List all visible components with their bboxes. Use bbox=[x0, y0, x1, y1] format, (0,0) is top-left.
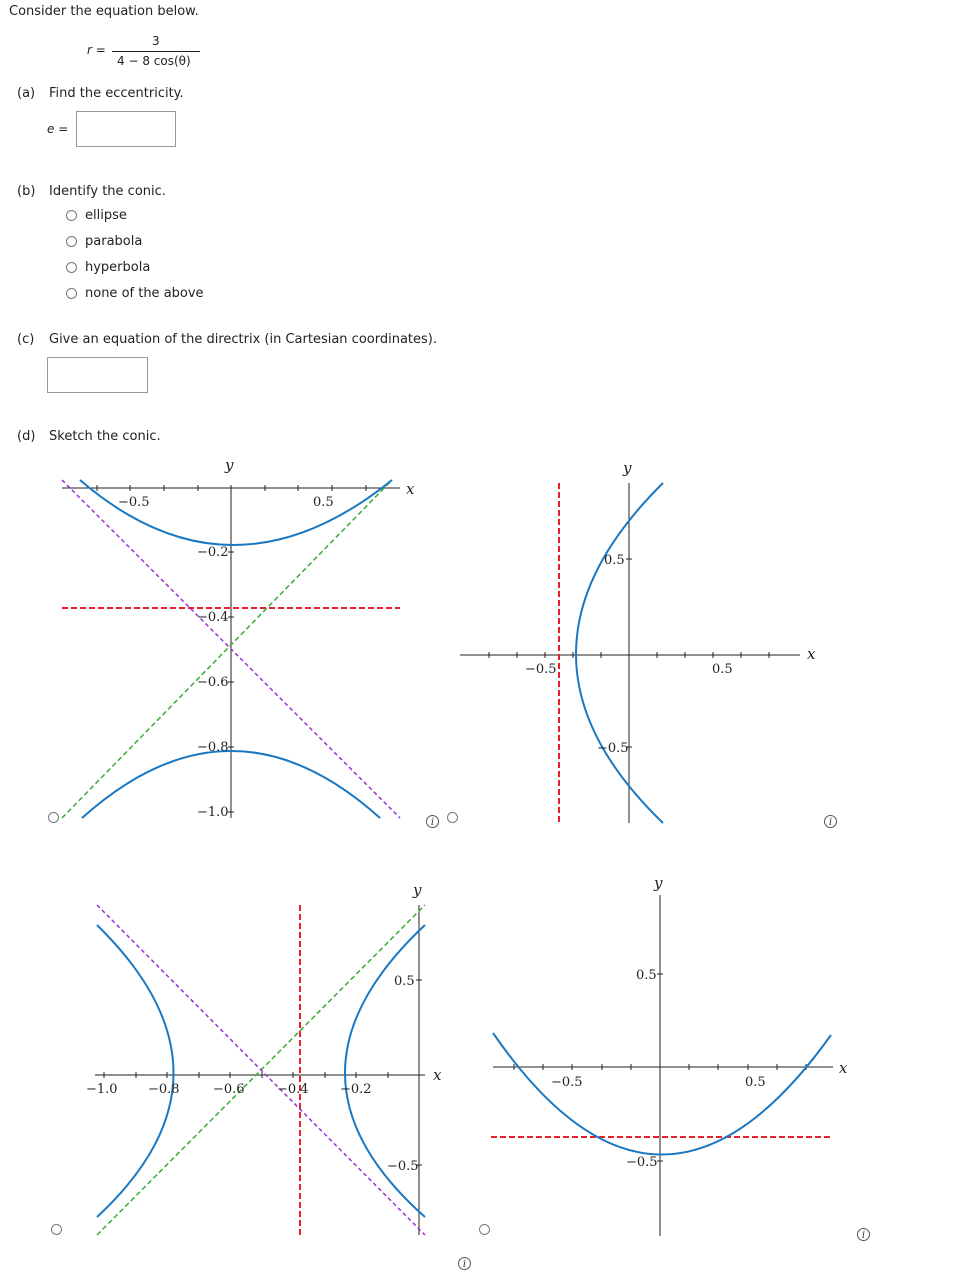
y-tick-label: −0.4 bbox=[197, 610, 229, 625]
y-axis-label: y bbox=[225, 456, 234, 474]
eccentricity-input[interactable] bbox=[76, 111, 176, 147]
y-tick-label: −0.6 bbox=[197, 675, 229, 690]
intro-text: Consider the equation below. bbox=[9, 4, 199, 19]
x-tick-label: 0.5 bbox=[712, 662, 733, 677]
y-tick-label: 0.5 bbox=[604, 553, 625, 568]
y-tick-label: −0.8 bbox=[197, 740, 229, 755]
part-d-prompt: Sketch the conic. bbox=[49, 429, 161, 444]
x-axis-label: x bbox=[807, 645, 816, 663]
x-axis-label: x bbox=[406, 480, 415, 498]
radio-parabola[interactable] bbox=[66, 236, 77, 247]
y-tick-label: −0.5 bbox=[626, 1155, 658, 1170]
x-axis-label: x bbox=[839, 1059, 848, 1077]
part-c-prompt: Give an equation of the directrix (in Cartesian coordinates). bbox=[49, 332, 437, 347]
radio-none-of-the-above[interactable] bbox=[66, 288, 77, 299]
part-a-prompt: Find the eccentricity. bbox=[49, 86, 184, 101]
x-tick-label: −0.4 bbox=[277, 1082, 309, 1097]
equation-denominator: 4 − 8 cos(θ) bbox=[117, 54, 191, 68]
x-tick-label: −0.5 bbox=[551, 1075, 583, 1090]
graph-3-radio[interactable] bbox=[51, 1224, 62, 1235]
info-icon[interactable]: i bbox=[426, 815, 439, 828]
radio-hyperbola[interactable] bbox=[66, 262, 77, 273]
y-tick-label: 0.5 bbox=[394, 974, 415, 989]
part-a-label: (a) bbox=[17, 86, 36, 101]
x-tick-label: 0.5 bbox=[745, 1075, 766, 1090]
x-tick-label: −0.8 bbox=[148, 1082, 180, 1097]
part-b-prompt: Identify the conic. bbox=[49, 184, 166, 199]
x-tick-label: −0.5 bbox=[525, 662, 557, 677]
part-b-label: (b) bbox=[17, 184, 36, 199]
eccentricity-label: e = bbox=[47, 122, 69, 136]
radio-ellipse[interactable] bbox=[66, 210, 77, 221]
equation-numerator: 3 bbox=[152, 34, 160, 48]
graph-option-4 bbox=[488, 870, 868, 1245]
graph-1-radio[interactable] bbox=[48, 812, 59, 823]
hyperbola-left-branch bbox=[97, 925, 174, 1217]
x-tick-label: 0.5 bbox=[313, 495, 334, 510]
hyperbola-upper-branch bbox=[80, 480, 392, 545]
x-tick-label: −1.0 bbox=[86, 1082, 118, 1097]
info-icon[interactable]: i bbox=[458, 1257, 471, 1270]
part-c-label: (c) bbox=[17, 332, 35, 347]
y-tick-label: −0.5 bbox=[597, 741, 629, 756]
x-tick-label: −0.2 bbox=[340, 1082, 372, 1097]
y-axis-label: y bbox=[623, 459, 632, 477]
part-d-label: (d) bbox=[17, 429, 36, 444]
y-tick-label: 0.5 bbox=[636, 968, 657, 983]
y-tick-label: −0.5 bbox=[387, 1159, 419, 1174]
info-icon[interactable]: i bbox=[857, 1228, 870, 1241]
option-ellipse-label: ellipse bbox=[85, 208, 127, 223]
fraction-bar bbox=[112, 51, 200, 52]
y-tick-label: −0.2 bbox=[197, 545, 229, 560]
directrix-input[interactable] bbox=[47, 357, 148, 393]
axis-ticks bbox=[104, 980, 422, 1165]
graph-option-1 bbox=[0, 450, 470, 835]
option-parabola-label: parabola bbox=[85, 234, 143, 249]
x-tick-label: −0.6 bbox=[213, 1082, 245, 1097]
option-hyperbola-label: hyperbola bbox=[85, 260, 151, 275]
y-axis-label: y bbox=[654, 874, 663, 892]
info-icon[interactable]: i bbox=[824, 815, 837, 828]
graph-option-3 bbox=[80, 875, 450, 1245]
equation-lhs: r = bbox=[87, 43, 106, 57]
option-none-label: none of the above bbox=[85, 286, 204, 301]
x-axis-label: x bbox=[433, 1066, 442, 1084]
parabola-curve bbox=[576, 483, 663, 823]
graph-option-2 bbox=[455, 455, 835, 830]
asymptote-green bbox=[62, 480, 392, 818]
y-axis-label: y bbox=[413, 881, 422, 899]
y-tick-label: −1.0 bbox=[197, 805, 229, 820]
x-tick-label: −0.5 bbox=[118, 495, 150, 510]
